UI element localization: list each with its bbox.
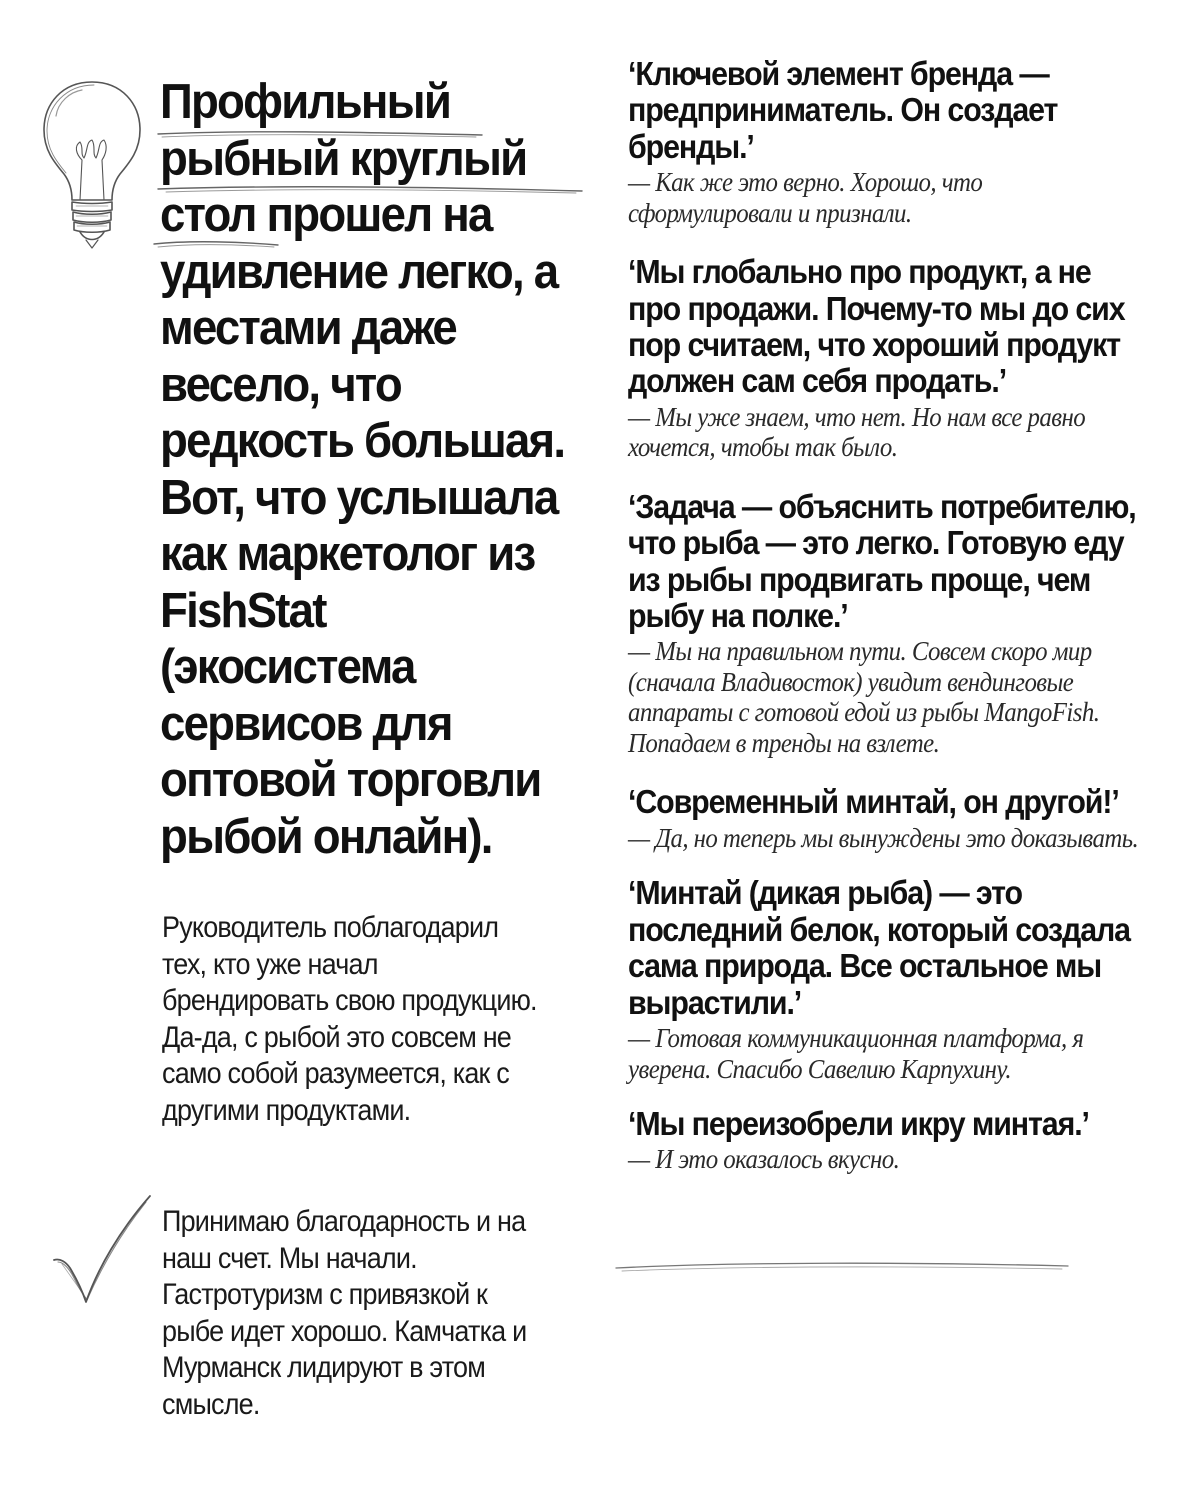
quote-comment: — Да, но теперь мы вынуждены это доказывать. [628, 822, 1139, 853]
lightbulb-icon [36, 76, 148, 256]
quote-text: ‘Мы переизобрели икру минтая.’ [628, 1105, 1089, 1142]
checkmark-icon [46, 1190, 156, 1310]
quote-comment: — Как же это верно. Хорошо, что сформулировали и признали. [628, 167, 983, 228]
body-paragraph-thanks: Руководитель поблагодарил тех, кто уже начал брендировать свою продукцию. Да-да, с рыбой это совсем не само собой разумеется, как с другими продуктами. [162, 911, 537, 1127]
quote-4 [628, 784, 1168, 853]
headline: Профильный рыбный круглый стол прошел на удивление легко, а местами даже весело, что редкость большая. Вот, что услышала как маркетолог из FishStat (экосистема сервисов для оптовой торговли рыбой онлайн). [160, 75, 565, 864]
quote-3 [628, 489, 1168, 759]
quote-text: ‘Мы глобально про продукт, а не про продажи. Почему-то мы до сих пор считаем, что хороший продукт должен сам себя продать.’ [628, 253, 1125, 400]
quote-5 [628, 875, 1168, 1084]
quote-text: ‘Ключевой элемент бренда — предприниматель. Он создает бренды.’ [628, 55, 1058, 165]
quote-text: ‘Современный минтай, он другой!’ [628, 783, 1119, 821]
quote-6 [628, 1106, 1168, 1175]
quote-comment: — Готовая коммуникационная платформа, я уверена. Спасибо Савелию Карпухину. [628, 1023, 1084, 1084]
body-paragraph-gastrotourism: Принимаю благодарность и на наш счет. Мы начали. Гастротуризм с привязкой к рыбе идет хорошо. Камчатка и Мурманск лидируют в этом смысле. [162, 1205, 527, 1421]
quote-comment: — И это оказалось вкусно. [628, 1144, 900, 1175]
quote-comment: — Мы на правильном пути. Совсем скоро мир (сначала Владивосток) увидит вендинговые аппараты с готовой едой из рыбы MangoFish. Попадаем в тренды на взлете. [628, 636, 1100, 758]
quote-text: ‘Минтай (дикая рыба) — это последний белок, который создала сама природа. Все остальное мы вырастили.’ [628, 874, 1130, 1021]
comment-underline [612, 1258, 1072, 1274]
quote-text: ‘Задача — объяснить потребителю, что рыба — это легко. Готовую еду из рыбы продвигать проще, чем рыбу на полке.’ [628, 487, 1136, 635]
quote-2 [628, 254, 1168, 463]
quotes-column [628, 56, 1168, 1175]
quote-1 [628, 56, 1168, 228]
quote-comment: — Мы уже знаем, что нет. Но нам все равно хочется, чтобы так было. [628, 401, 1086, 463]
